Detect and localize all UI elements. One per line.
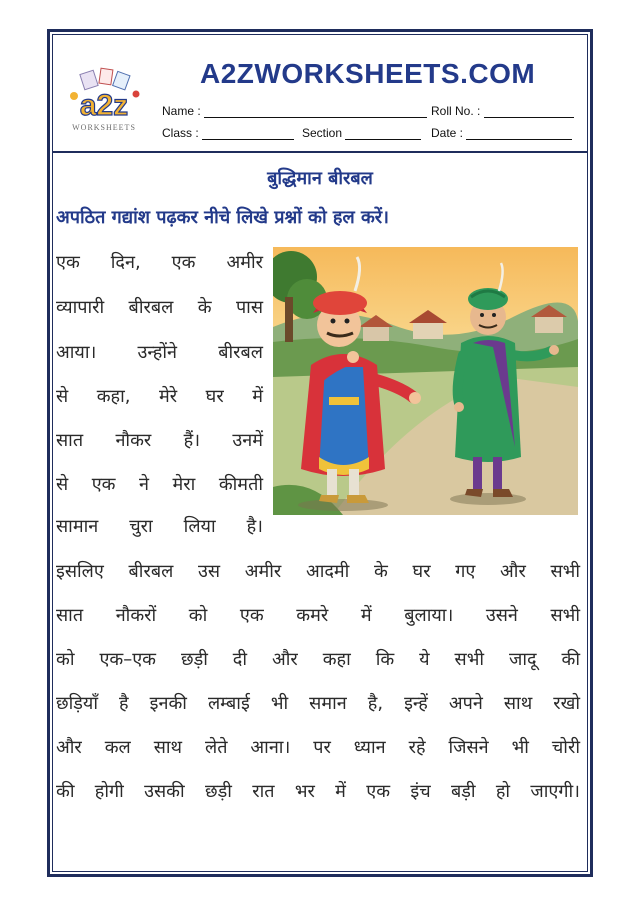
logo-subtext: WORKSHEETS	[72, 123, 136, 132]
story-line: और कल साथ लेते आना। पर ध्यान रहे जिसने भी चोरी	[56, 737, 580, 758]
roll-no-field[interactable]	[431, 104, 574, 118]
story-line: सामान चुरा लिया है।	[56, 516, 263, 537]
story-line: व्यापारी बीरबल के पास	[56, 297, 263, 318]
date-label: Date :	[431, 126, 464, 140]
section-field[interactable]	[302, 126, 421, 140]
header-divider	[52, 151, 588, 153]
story-line: छड़ियाँ है इनकी लम्बाई भी समान है, इन्हें अपने साथ रखो	[56, 693, 580, 714]
section-line[interactable]	[345, 127, 421, 140]
story-line: सात नौकरों को एक कमरे में बुलाया। उसने सभी	[56, 605, 580, 626]
story-line: को एक–एक छड़ी दी और कहा कि ये सभी जादू की	[56, 649, 580, 670]
name-label: Name :	[162, 104, 201, 118]
story-line: की होगी उसकी छड़ी रात भर में एक इंच बड़ी हो जाएगी।	[56, 781, 580, 802]
story-line: आया। उन्होंने बीरबल	[56, 342, 263, 363]
class-line[interactable]	[202, 127, 294, 140]
site-title: A2ZWORKSHEETS.COM	[200, 58, 536, 89]
class-label: Class :	[162, 126, 199, 140]
instruction-text: अपठित गद्यांश पढ़कर नीचे लिखे प्रश्नों को हल करें।	[56, 207, 389, 228]
name-line[interactable]	[204, 105, 427, 118]
logo-text: a2z	[79, 89, 129, 122]
story-illustration	[273, 247, 578, 515]
story-line: इसलिए बीरबल उस अमीर आदमी के घर गए और सभी	[56, 561, 580, 582]
class-field[interactable]	[162, 126, 294, 140]
a2z-logo	[60, 66, 148, 136]
story-line: से एक ने मेरा कीमती	[56, 474, 263, 495]
roll-no-line[interactable]	[484, 105, 574, 118]
name-field[interactable]	[162, 104, 427, 118]
story-line: सात नौकर हैं। उनमें	[56, 430, 263, 451]
date-line[interactable]	[466, 127, 572, 140]
story-line: एक दिन, एक अमीर	[56, 252, 263, 273]
story-title: बुद्धिमान बीरबल	[267, 168, 373, 189]
story-line: से कहा, मेरे घर में	[56, 386, 263, 407]
section-label: Section	[302, 126, 343, 140]
roll-no-label: Roll No. :	[431, 104, 481, 118]
date-field[interactable]	[431, 126, 572, 140]
